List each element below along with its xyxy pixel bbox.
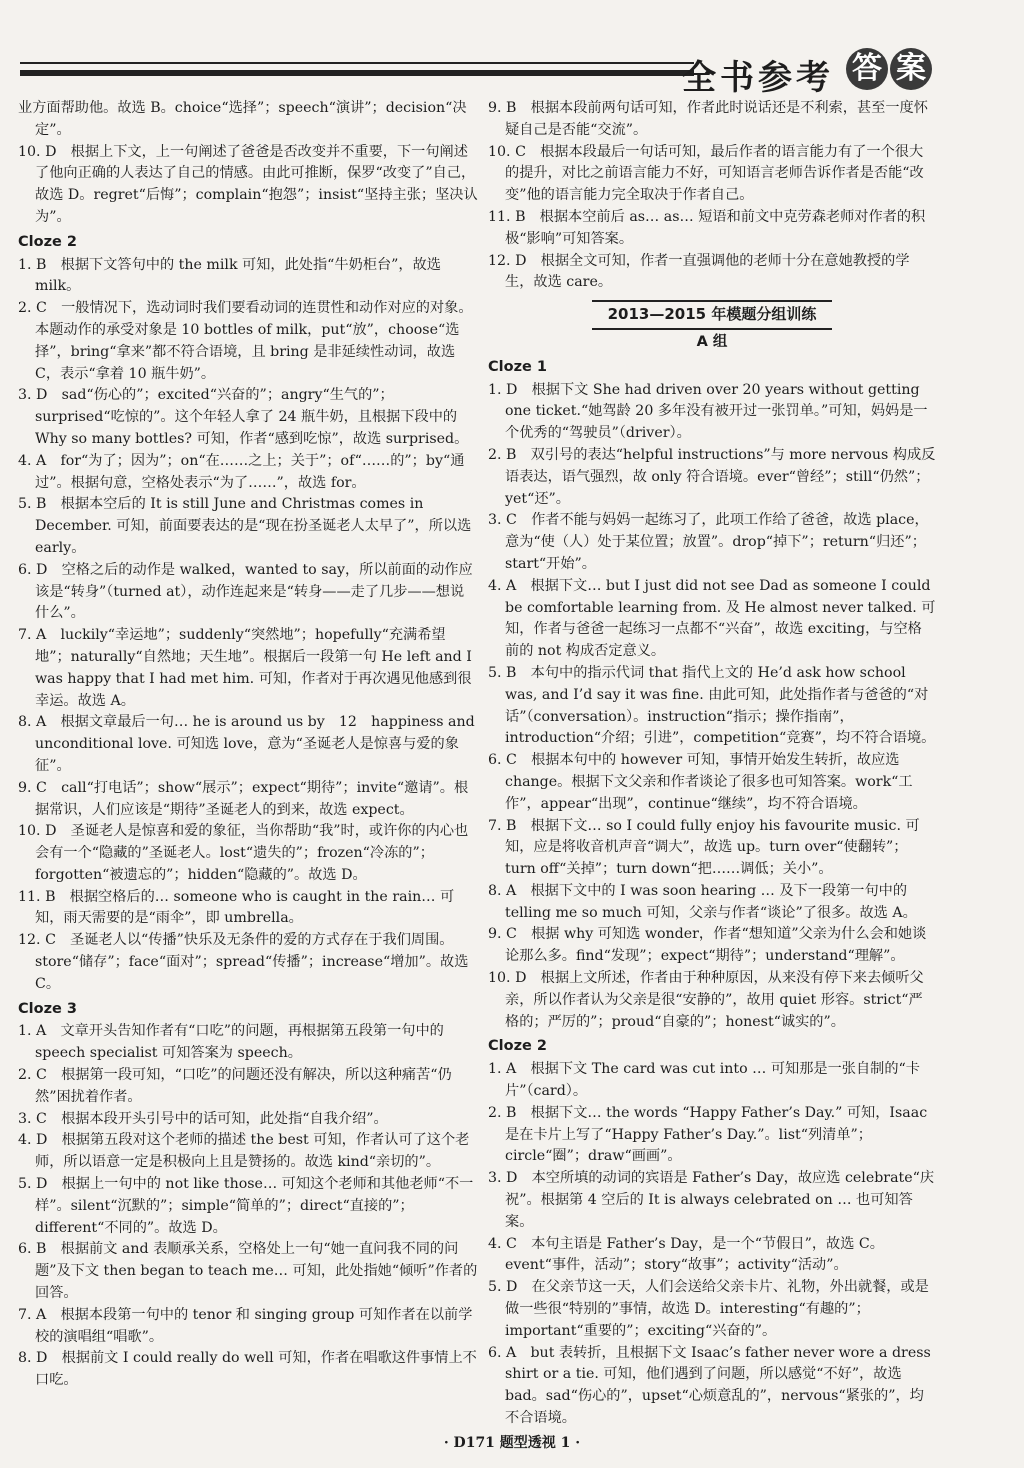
section-heading: Cloze 1 (488, 358, 547, 375)
header-badge-2: 案 (890, 48, 932, 90)
answer-item: 7. A luckily“幸运地”；suddenly“突然地”；hopefully“充满希望地”；naturally“自然地；天生地”。根据后一段第一句 He left and I was happy that I had met him. 可知，作者对于再次遇见他感到很幸运。故选 A。 (18, 627, 472, 709)
answer-item: 3. D sad“伤心的”；excited“兴奋的”；angry“生气的”；surprised“吃惊的”。这个年轻人拿了 24 瓶牛奶，且根据下段中的 Why so many bottles? 可知，作者“感到吃惊”，故选 surprised。 (18, 387, 469, 447)
answer-item: 10. D 根据上文所述，作者由于种种原因，从来没有停下来去倾听父亲，所以作者认为父亲是很“安静的”，故用 quiet 形容。strict“严格的；严厉的”；proud“自豪的”；honest“诚实的”。 (488, 970, 924, 1030)
answer-item: 4. D 根据第五段对这个老师的描述 the best 可知，作者认可了这个老师，所以语意一定是积极向上且是赞扬的。故选 kind“亲切的”。 (18, 1132, 470, 1171)
answer-item: 2. B 双引号的表达“helpful instructions”与 more nervous 构成反语表达，语气强烈，故 only 符合语境。ever“曾经”；still“仍然”；yet“还”。 (488, 446, 936, 507)
page-footer: · D171 题型透视 1 · (443, 1435, 581, 1451)
answer-item: 业方面帮助他。故选 B。choice“选择”；speech“演讲”；decision“决定”。 (18, 100, 467, 138)
answer-item: 11. B 根据本空前后 as… as… 短语和前文中克劳森老师对作者的积极“影响”可知答案。 (488, 208, 926, 247)
answer-item: 5. D 在父亲节这一天，人们会送给父亲卡片、礼物，外出就餐，或是做一些很“特别的”事情，故选 D。interesting“有趣的”；important“重要的”；exciting“兴奋的”。 (488, 1279, 929, 1339)
answer-item: 11. B 根据空格后的… someone who is caught in the rain… 可知，雨天需要的是“雨伞”，即 umbrella。 (18, 888, 455, 927)
answer-item: 7. A 根据本段第一句中的 tenor 和 singing group 可知作者在以前学校的演唱组“唱歌”。 (18, 1306, 473, 1345)
section-heading: Cloze 3 (18, 1000, 77, 1017)
answer-item: 10. D 圣诞老人是惊喜和爱的象征，当你帮助“我”时，或许你的内心也会有一个“隐藏的”圣诞老人。lost“遗失的”；frozen“冷冻的”；forgotten“被遗忘的”；hidden“隐藏的”。故选 D。 (18, 823, 469, 883)
header-badge-1: 答 (846, 48, 888, 90)
group-heading: A 组 (696, 333, 728, 350)
header-rule-thick (20, 70, 694, 76)
page-header (0, 40, 1024, 100)
section-heading: Cloze 2 (18, 233, 77, 250)
answer-item: 7. B 根据下文… so I could fully enjoy his favourite music. 可知，应是将收音机声音“调大”，故选 up。turn over“使翻转”；turn off“关掉”；turn down“把……调低；关小”。 (488, 817, 920, 878)
answer-item: 1. A 文章开头告知作者有“口吃”的问题，再根据第五段第一句中的 speech specialist 可知答案为 speech。 (18, 1023, 444, 1062)
answer-item: 2. C 一般情况下，选动词时我们要看动词的连贯性和动作对应的对象。本题动作的承受对象是 10 bottles of milk，put“放”，choose“选择”，bring“拿来”都不符合语境，且 bring 是非延续性动词，故选 C，表示“拿着 10 瓶牛奶”。 (18, 300, 473, 382)
answer-item: 4. C 本句主语是 Father’s Day，是一个“节假日”，故选 C。event“事件，活动”；story“故事”；activity“活动”。 (488, 1235, 884, 1274)
answer-item: 5. D 根据上一句中的 not like those… 可知这个老师和其他老师“不一样”。silent“沉默的”；simple“简单的”；direct“直接的”；different“不同的”。故选 D。 (18, 1176, 474, 1236)
answer-item: 9. B 根据本段前两句话可知，作者此时说话还是不利索，甚至一度怀疑自己是否能“交流”。 (488, 100, 928, 138)
answer-item: 8. A 根据文章最后一句… he is around us by 12 happiness and unconditional love. 可知选 love，意为“圣诞老人是惊喜与爱的象征”。 (18, 714, 475, 774)
answer-item: 9. C 根据 why 可知选 wonder，作者“想知道”父亲为什么会和她谈论那么多。find“发现”；expect“期待”；understand“理解”。 (488, 926, 927, 965)
answer-item: 12. C 圣诞老人以“传播”快乐及无条件的爱的方式存在于我们周围。store“储存”；face“面对”；spread“传播”；increase“增加”。故选 C。 (18, 932, 469, 992)
answer-item: 10. D 根据上下文，上一句阐述了爸爸是否改变并不重要，下一句阐述了他向正确的人表达了自己的情感。由此可推断，保罗“改变了”自己，故选 D。regret“后悔”；complain“抱怨”；insist“坚持主张；坚决认为”。 (18, 143, 478, 225)
answer-item: 3. C 根据本段开头引号中的话可知，此处指“自我介绍”。 (18, 1110, 388, 1127)
answer-item: 1. A 根据下文 The card was cut into … 可知那是一张自制的“卡片”（card）。 (488, 1061, 920, 1100)
answer-item: 2. B 根据下文… the words “Happy Father’s Day.” 可知，Isaac 是在卡片上写了“Happy Father’s Day.”。list“列清单”；circle“圈”；draw“画画”。 (488, 1104, 928, 1165)
section-heading: Cloze 2 (488, 1038, 547, 1055)
answer-item: 1. D 根据下文 She had driven over 20 years without getting one ticket.“她驾龄 20 多年没有被开过一张罚单。”可知，妈妈是一个优秀的“驾驶员”（driver）。 (488, 381, 928, 442)
right-column (488, 98, 936, 1430)
header-title: 全书参考 (682, 58, 834, 98)
answer-item: 8. A 根据下文中的 I was soon hearing … 及下一段第一句中的 telling me so much 可知，父亲与作者“谈论”了很多。故选 A。 (488, 882, 917, 921)
answer-item: 4. A for“为了；因为”；on“在……之上；关于”；of“……的”；by“通过”。根据句意，空格处表示“为了……”，故选 for。 (18, 452, 465, 491)
answer-item: 9. C call“打电话”；show“展示”；expect“期待”；invite“邀请”。根据常识，人们应该是“期待”圣诞老人的到来，故选 expect。 (18, 779, 469, 818)
answer-item: 5. B 本句中的指示代词 that 指代上文的 He’d ask how school was, and I’d say it was fine. 由此可知，此处指作者与爸爸的“对话”（conversation）。instruction“指示；操作指南”，introduction“介绍；引进”，competition“竞赛”，均不符合语境。 (488, 664, 936, 747)
answer-item: 6. C 根据本句中的 however 可知，事情开始发生转折，故应选 change。根据下文父亲和作者谈论了很多也可知答案。work“工作”，appear“出现”，continue“继续”，均不符合语境。 (488, 752, 913, 812)
header-badges (846, 48, 932, 90)
answer-item: 12. D 根据全文可知，作者一直强调他的老师十分在意她教授的学生，故选 care。 (488, 252, 910, 291)
answer-item: 1. B 根据下文答句中的 the milk 可知，此处指“牛奶柜台”，故选 milk。 (18, 256, 441, 295)
answer-item: 6. A but 表转折，且根据下文 Isaac’s father never wore a dress shirt or a tie. 可知，他们遇到了问题，所以感觉“不好”，故选 bad。sad“伤心的”，upset“心烦意乱的”，nervous“紧张的”，均不合语境。 (488, 1344, 931, 1427)
header-rule-thin (20, 62, 694, 64)
answer-item: 4. A 根据下文… but I just did not see Dad as someone I could be comfortable learning from. 及 He almost never talked. 可知，作者与爸爸一起练习一点都不“兴奋”，故选 exciting，与空格前的 not 构成否定意义。 (488, 577, 936, 660)
answer-item: 10. C 根据本段最后一句话可知，最后作者的语言能力有了一个很大的提升，对比之前语言能力不好，可知语言老师告诉作者是否能“改变”他的语言能力完全取决于作者自己。 (488, 143, 924, 204)
answer-item: 3. C 作者不能与妈妈一起练习了，此项工作给了爸爸，故选 place，意为“使（人）处于某位置；放置”。drop“掉下”；return“归还”；start“开始”。 (488, 512, 929, 572)
left-column (18, 98, 478, 1392)
answer-item: 3. D 本空所填的动词的宾语是 Father’s Day，故应选 celebrate“庆祝”。根据第 4 空后的 It is always celebrated on … 也可知答案。 (488, 1170, 935, 1230)
practice-banner: 2013—2015 年模题分组训练 (592, 300, 832, 330)
answer-item: 8. D 根据前文 I could really do well 可知，作者在唱歌这件事情上不口吃。 (18, 1350, 477, 1389)
answer-item: 6. D 空格之后的动作是 walked，wanted to say，所以前面的动作应该是“转身”（turned at），动作连起来是“转身——走了几步——想说什么”。 (18, 561, 473, 622)
answer-item: 6. B 根据前文 and 表顺承关系，空格处上一句“她一直问我不同的问题”及下文 then began to teach me… 可知，此处指她“倾听”作者的回答。 (18, 1241, 478, 1302)
answer-item: 5. B 根据本空后的 It is still June and Christmas comes in December. 可知，前面要表达的是“现在扮圣诞老人太早了”，所以选 early。 (18, 496, 472, 556)
answer-item: 2. C 根据第一段可知，“口吃”的问题还没有解决，所以这种痛苦“仍然”困扰着作者。 (18, 1067, 452, 1105)
